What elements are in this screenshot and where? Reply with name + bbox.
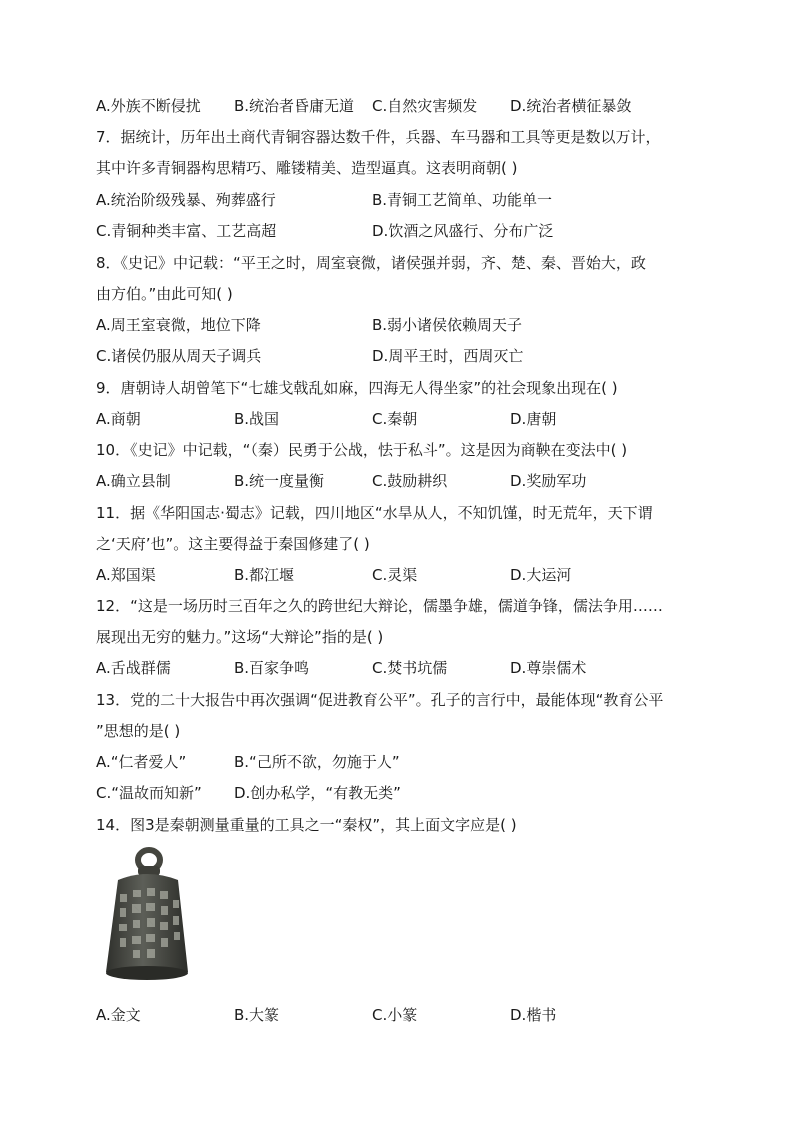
q14-option-d: D.楷书: [510, 1006, 557, 1024]
q12-option-d: D.尊崇儒术: [510, 659, 587, 677]
q11-option-c: C.灵渠: [372, 566, 418, 584]
q11-option-a: A.郑国渠: [96, 566, 156, 584]
q6-option-d: D.统治者横征暴敛: [510, 97, 632, 115]
q13-stem-line2: ”思想的是( ): [96, 722, 181, 740]
q7-stem-line1: 7．据统计，历年出土商代青铜容器达数千件，兵器、车马器和工具等更是数以万计，: [96, 128, 661, 146]
q8-option-c: C.诸侯仍服从周天子调兵: [96, 347, 262, 365]
q8-option-b: B.弱小诸侯依赖周天子: [372, 316, 523, 334]
q13-option-a: A.“仁者爱人”: [96, 753, 187, 771]
q12-option-a: A.舌战群儒: [96, 659, 171, 677]
q14-option-a: A.金文: [96, 1006, 141, 1024]
q8-option-d: D.周平王时，西周灭亡: [372, 347, 524, 365]
q11-stem-line1: 11．据《华阳国志·蜀志》记载，四川地区“水旱从人，不知饥馑，时无荒年，天下谓: [96, 504, 653, 522]
q10-stem-line1: 10．《史记》中记载，“（秦）民勇于公战，怯于私斗”。这是因为商鞅在变法中( ): [96, 441, 628, 459]
q8-stem-line1: 8．《史记》中记载：“平王之时，周室衰微，诸侯强并弱，齐、楚、秦、晋始大，政: [96, 254, 646, 272]
q9-option-d: D.唐朝: [510, 410, 557, 428]
q8-option-a: A.周王室衰微，地位下降: [96, 316, 261, 334]
q7-option-b: B.青铜工艺简单、功能单一: [372, 191, 553, 209]
q9-option-c: C.秦朝: [372, 410, 418, 428]
q7-option-c: C.青铜种类丰富、工艺高超: [96, 222, 277, 240]
q12-option-c: C.焚书坑儒: [372, 659, 448, 677]
qin-weight-icon: [98, 846, 196, 986]
q12-option-b: B.百家争鸣: [234, 659, 310, 677]
q13-option-d: D.创办私学，“有教无类”: [234, 784, 401, 802]
q14-stem-line1: 14．图3是秦朝测量重量的工具之一“秦权”，其上面文字应是( ): [96, 816, 517, 834]
q10-option-a: A.确立县制: [96, 472, 171, 490]
q10-option-c: C.鼓励耕织: [372, 472, 448, 490]
q11-option-b: B.都江堰: [234, 566, 295, 584]
q12-stem-line2: 展现出无穷的魅力。”这场“大辩论”指的是( ): [96, 628, 384, 646]
q13-option-c: C.“温故而知新”: [96, 784, 202, 802]
q13-option-b: B.“己所不欲，勿施于人”: [234, 753, 400, 771]
q11-option-d: D.大运河: [510, 566, 572, 584]
q13-stem-line1: 13．党的二十大报告中再次强调“促进教育公平”。孔子的言行中，最能体现“教育公平: [96, 691, 664, 709]
q6-option-b: B.统治者昏庸无道: [234, 97, 355, 115]
q14-option-b: B.大篆: [234, 1006, 280, 1024]
q7-option-d: D.饮酒之风盛行、分布广泛: [372, 222, 554, 240]
q10-option-d: D.奖励军功: [510, 472, 587, 490]
q12-stem-line1: 12．“这是一场历时三百年之久的跨世纪大辩论，儒墨争雄，儒道争锋，儒法争用……: [96, 597, 663, 615]
q8-stem-line2: 由方伯。”由此可知( ): [96, 285, 233, 303]
q6-option-a: A.外族不断侵扰: [96, 97, 201, 115]
q10-option-b: B.统一度量衡: [234, 472, 325, 490]
q9-stem-line1: 9．唐朝诗人胡曾笔下“七雄戈戟乱如麻，四海无人得坐家”的社会现象出现在( ): [96, 379, 618, 397]
q9-option-b: B.战国: [234, 410, 280, 428]
q11-stem-line2: 之‘天府’也”。这主要得益于秦国修建了( ): [96, 535, 370, 553]
q7-stem-line2: 其中许多青铜器构思精巧、雕镂精美、造型逼真。这表明商朝( ): [96, 159, 518, 177]
q7-option-a: A.统治阶级残暴、殉葬盛行: [96, 191, 276, 209]
q9-option-a: A.商朝: [96, 410, 141, 428]
q6-option-c: C.自然灾害频发: [372, 97, 478, 115]
q14-option-c: C.小篆: [372, 1006, 418, 1024]
